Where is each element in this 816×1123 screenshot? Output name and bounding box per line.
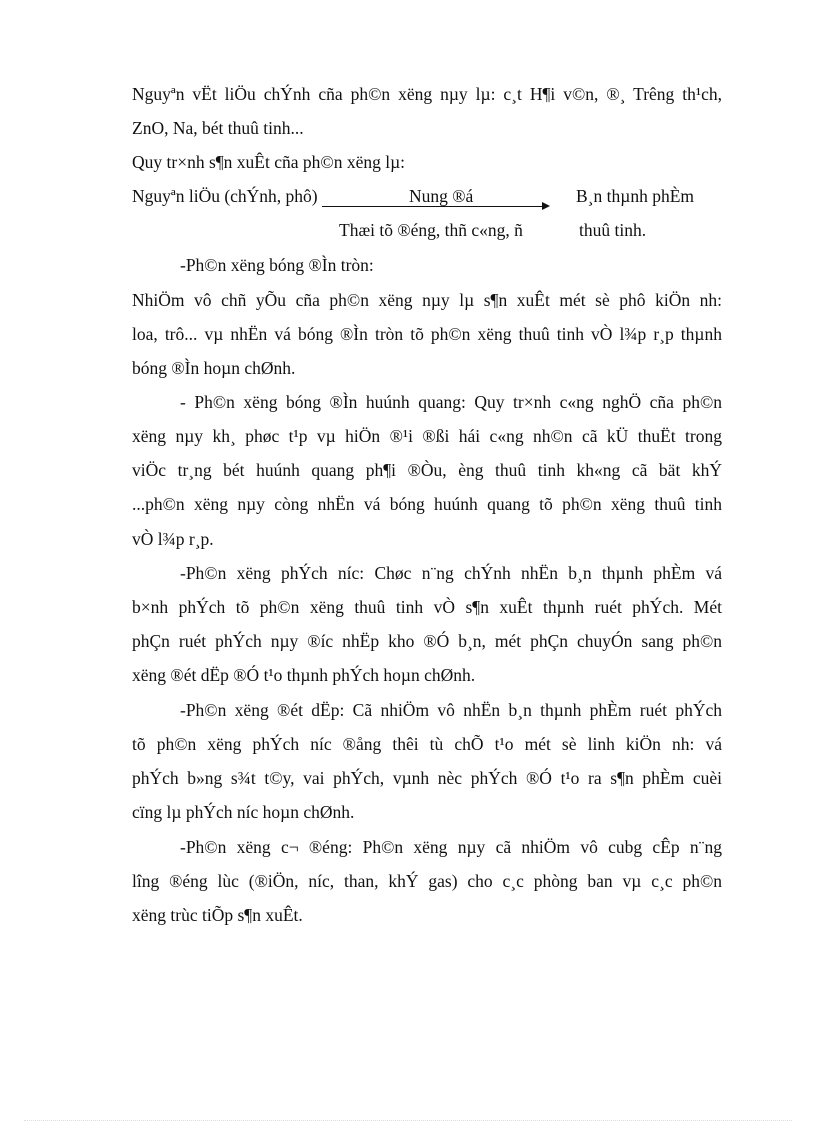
stamping-line-3: phÝch b»ng s¾t t©y, vai phÝch, vµnh nèc phÝch ®Ó t¹o ra s¶n phÈm cuèi	[132, 768, 722, 788]
thermos-line-1: -Ph©n xëng phÝch níc: Chøc n¨ng chÝnh nhËn b¸n thµnh phÈm vá	[180, 563, 722, 583]
mechanical-line-3: xëng trùc tiÕp s¶n xuÊt.	[132, 905, 303, 925]
stamping-line-4: cïng lµ phÝch níc hoµn chØnh.	[132, 802, 355, 822]
fluor-line-4: ...ph©n xëng nµy còng nhËn vá bóng huúnh quang tõ ph©n xëng thuû tinh	[132, 494, 722, 514]
section-heading-bulb: -Ph©n xëng bóng ®Ìn tròn:	[180, 255, 374, 275]
materials-line-1: Nguyªn vËt liÖu chÝnh cña ph©n xëng nµy lµ: c¸t H¶i v©n, ®¸ Trêng th¹ch,	[132, 84, 722, 104]
thermos-line-3: phÇn ruét phÝch nµy ®íc nhËp kho ®Ó b¸n, mét phÇn chuyÓn sang ph©n	[132, 631, 722, 651]
fluor-line-2: xëng nµy kh¸ phøc t¹p vµ hiÖn ®¹i ®ßi hái c«ng nh©n cã kÜ thuËt trong	[132, 426, 722, 446]
stamping-line-2: tõ ph©n xëng phÝch níc ®ång thêi tù chÕ t¹o mét sè linh kiÖn nh: vá	[132, 734, 722, 754]
process-input: Nguyªn liÖu (chÝnh, phô)	[132, 186, 318, 206]
stamping-line-1: -Ph©n xëng ®ét dËp: Cã nhiÖm vô nhËn b¸n thµnh phÈm ruét phÝch	[180, 700, 722, 720]
process-output-2: thuû tinh.	[579, 220, 647, 240]
page-bottom-rule	[24, 1120, 792, 1121]
bulb-line-1: NhiÖm vô chñ yÕu cña ph©n xëng nµy lµ s¶n xuÊt mét sè phô kiÖn nh:	[132, 290, 722, 310]
process-output: B¸n thµnh phÈm	[576, 186, 694, 206]
process-arrow	[322, 206, 544, 207]
fluor-line-5: vÒ l¾p r¸p.	[132, 529, 214, 549]
thermos-line-4: xëng ®ét dËp ®Ó t¹o thµnh phÝch hoµn chØnh.	[132, 665, 476, 685]
bulb-line-2: loa, trô... vµ nhËn vá bóng ®Ìn tròn tõ ph©n xëng thuû tinh vÒ l¾p r¸p thµnh	[132, 324, 722, 344]
materials-line-2: ZnO, Na, bét thuû tinh...	[132, 118, 304, 138]
fluor-line-3: viÖc tr¸ng bét huúnh quang ph¶i ®Òu, èng thuû tinh kh«ng cã bät khÝ	[132, 460, 722, 480]
fluor-line-1: - Ph©n xëng bóng ®Ìn huúnh quang: Quy tr×nh c«ng nghÖ cña ph©n	[180, 392, 722, 412]
bulb-line-3: bóng ®Ìn hoµn chØnh.	[132, 358, 296, 378]
process-title: Quy tr×nh s¶n xuÊt cña ph©n xëng lµ:	[132, 152, 406, 172]
mechanical-line-1: -Ph©n xëng c¬ ®éng: Ph©n xëng nµy cã nhiÖm vô cubg cÊp n¨ng	[180, 837, 722, 857]
process-below-arrow: Thæi tõ ®éng, thñ c«ng, ñ	[339, 220, 523, 240]
mechanical-line-2: lîng ®éng lùc (®iÖn, níc, than, khÝ gas) cho c¸c phòng ban vµ c¸c ph©n	[132, 871, 722, 891]
process-step: Nung ®á	[409, 186, 474, 206]
thermos-line-2: b×nh phÝch tõ ph©n xëng thuû tinh vÒ s¶n xuÊt thµnh ruét phÝch. Mét	[132, 597, 722, 617]
arrow-head-icon	[542, 202, 550, 210]
